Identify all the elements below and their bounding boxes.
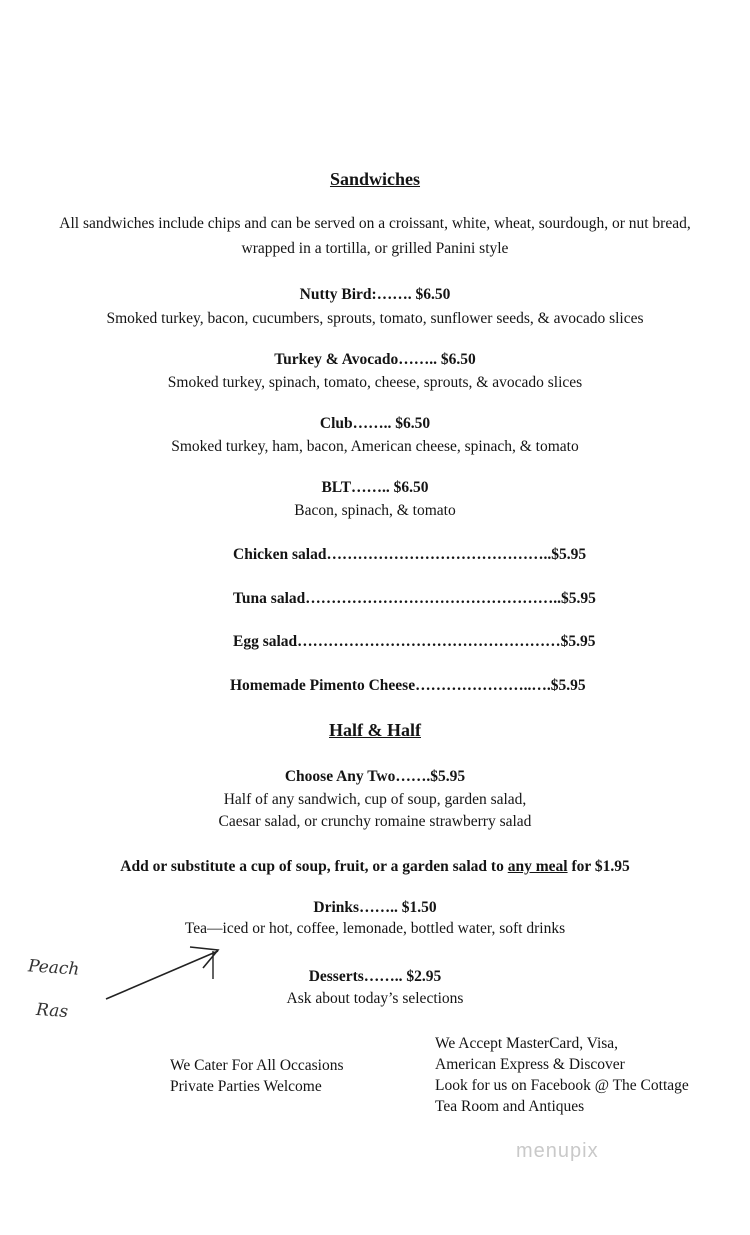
footer-right: [435, 1033, 689, 1117]
turkey-avocado-title: Turkey & Avocado…….. $6.50: [274, 351, 476, 368]
chicken-salad-line: Chicken salad……………………………………..$5.95: [233, 546, 587, 563]
half-half-heading: Half & Half: [329, 720, 421, 740]
nutty-bird-title: Nutty Bird:……. $6.50: [299, 286, 451, 303]
footer-facebook-line2: Tea Room and Antiques: [435, 1098, 585, 1115]
handwritten-note-peach: Peach: [27, 956, 80, 980]
sandwiches-intro-line2: wrapped in a tortilla, or grilled Panini style: [241, 240, 509, 257]
drinks-desc: Tea—iced or hot, coffee, lemonade, bottled water, soft drinks: [184, 920, 566, 937]
add-on-suffix: for $1.95: [567, 858, 630, 875]
blt-title: BLT…….. $6.50: [321, 479, 429, 496]
menupix-watermark: menupix: [516, 1140, 599, 1162]
choose-any-two-title: Choose Any Two…….$5.95: [284, 768, 466, 785]
half-half-desc-line1: Half of any sandwich, cup of soup, garden salad,: [223, 791, 527, 808]
footer-payment-line1: We Accept MasterCard, Visa,: [435, 1035, 619, 1052]
add-on-line: [0, 858, 750, 876]
tuna-salad-line: Tuna salad…………………………………………..$5.95: [233, 590, 596, 607]
turkey-avocado-desc: Smoked turkey, spinach, tomato, cheese, sprouts, & avocado slices: [167, 374, 583, 391]
club-desc: Smoked turkey, ham, bacon, American cheese, spinach, & tomato: [171, 438, 579, 455]
half-half-desc-line2: Caesar salad, or crunchy romaine strawberry salad: [218, 813, 532, 830]
footer-facebook-line1: Look for us on Facebook @ The Cottage: [435, 1077, 689, 1094]
pimento-cheese-line: Homemade Pimento Cheese…………………..….$5.95: [230, 677, 586, 694]
footer-private-parties: Private Parties Welcome: [170, 1078, 322, 1095]
footer-left: [170, 1055, 344, 1097]
footer-catering: We Cater For All Occasions: [170, 1057, 344, 1074]
drinks-title: Drinks…….. $1.50: [313, 899, 437, 916]
blt-desc: Bacon, spinach, & tomato: [294, 502, 456, 519]
sandwiches-heading: Sandwiches: [329, 169, 421, 189]
handwritten-note-ras: Ras: [35, 999, 69, 1023]
sandwiches-intro-line1: All sandwiches include chips and can be served on a croissant, white, wheat, sourdough, or nut bread,: [59, 215, 691, 232]
desserts-title: Desserts…….. $2.95: [308, 968, 442, 985]
add-on-emphasis: any meal: [507, 858, 568, 875]
club-title: Club…….. $6.50: [319, 415, 431, 432]
footer-payment-line2: American Express & Discover: [435, 1056, 625, 1073]
add-on-prefix: Add or substitute a cup of soup, fruit, or a garden salad to: [120, 858, 508, 875]
egg-salad-line: Egg salad……………………………………………$5.95: [233, 633, 596, 650]
nutty-bird-desc: Smoked turkey, bacon, cucumbers, sprouts, tomato, sunflower seeds, & avocado slices: [106, 310, 644, 327]
desserts-desc: Ask about today’s selections: [286, 990, 464, 1007]
